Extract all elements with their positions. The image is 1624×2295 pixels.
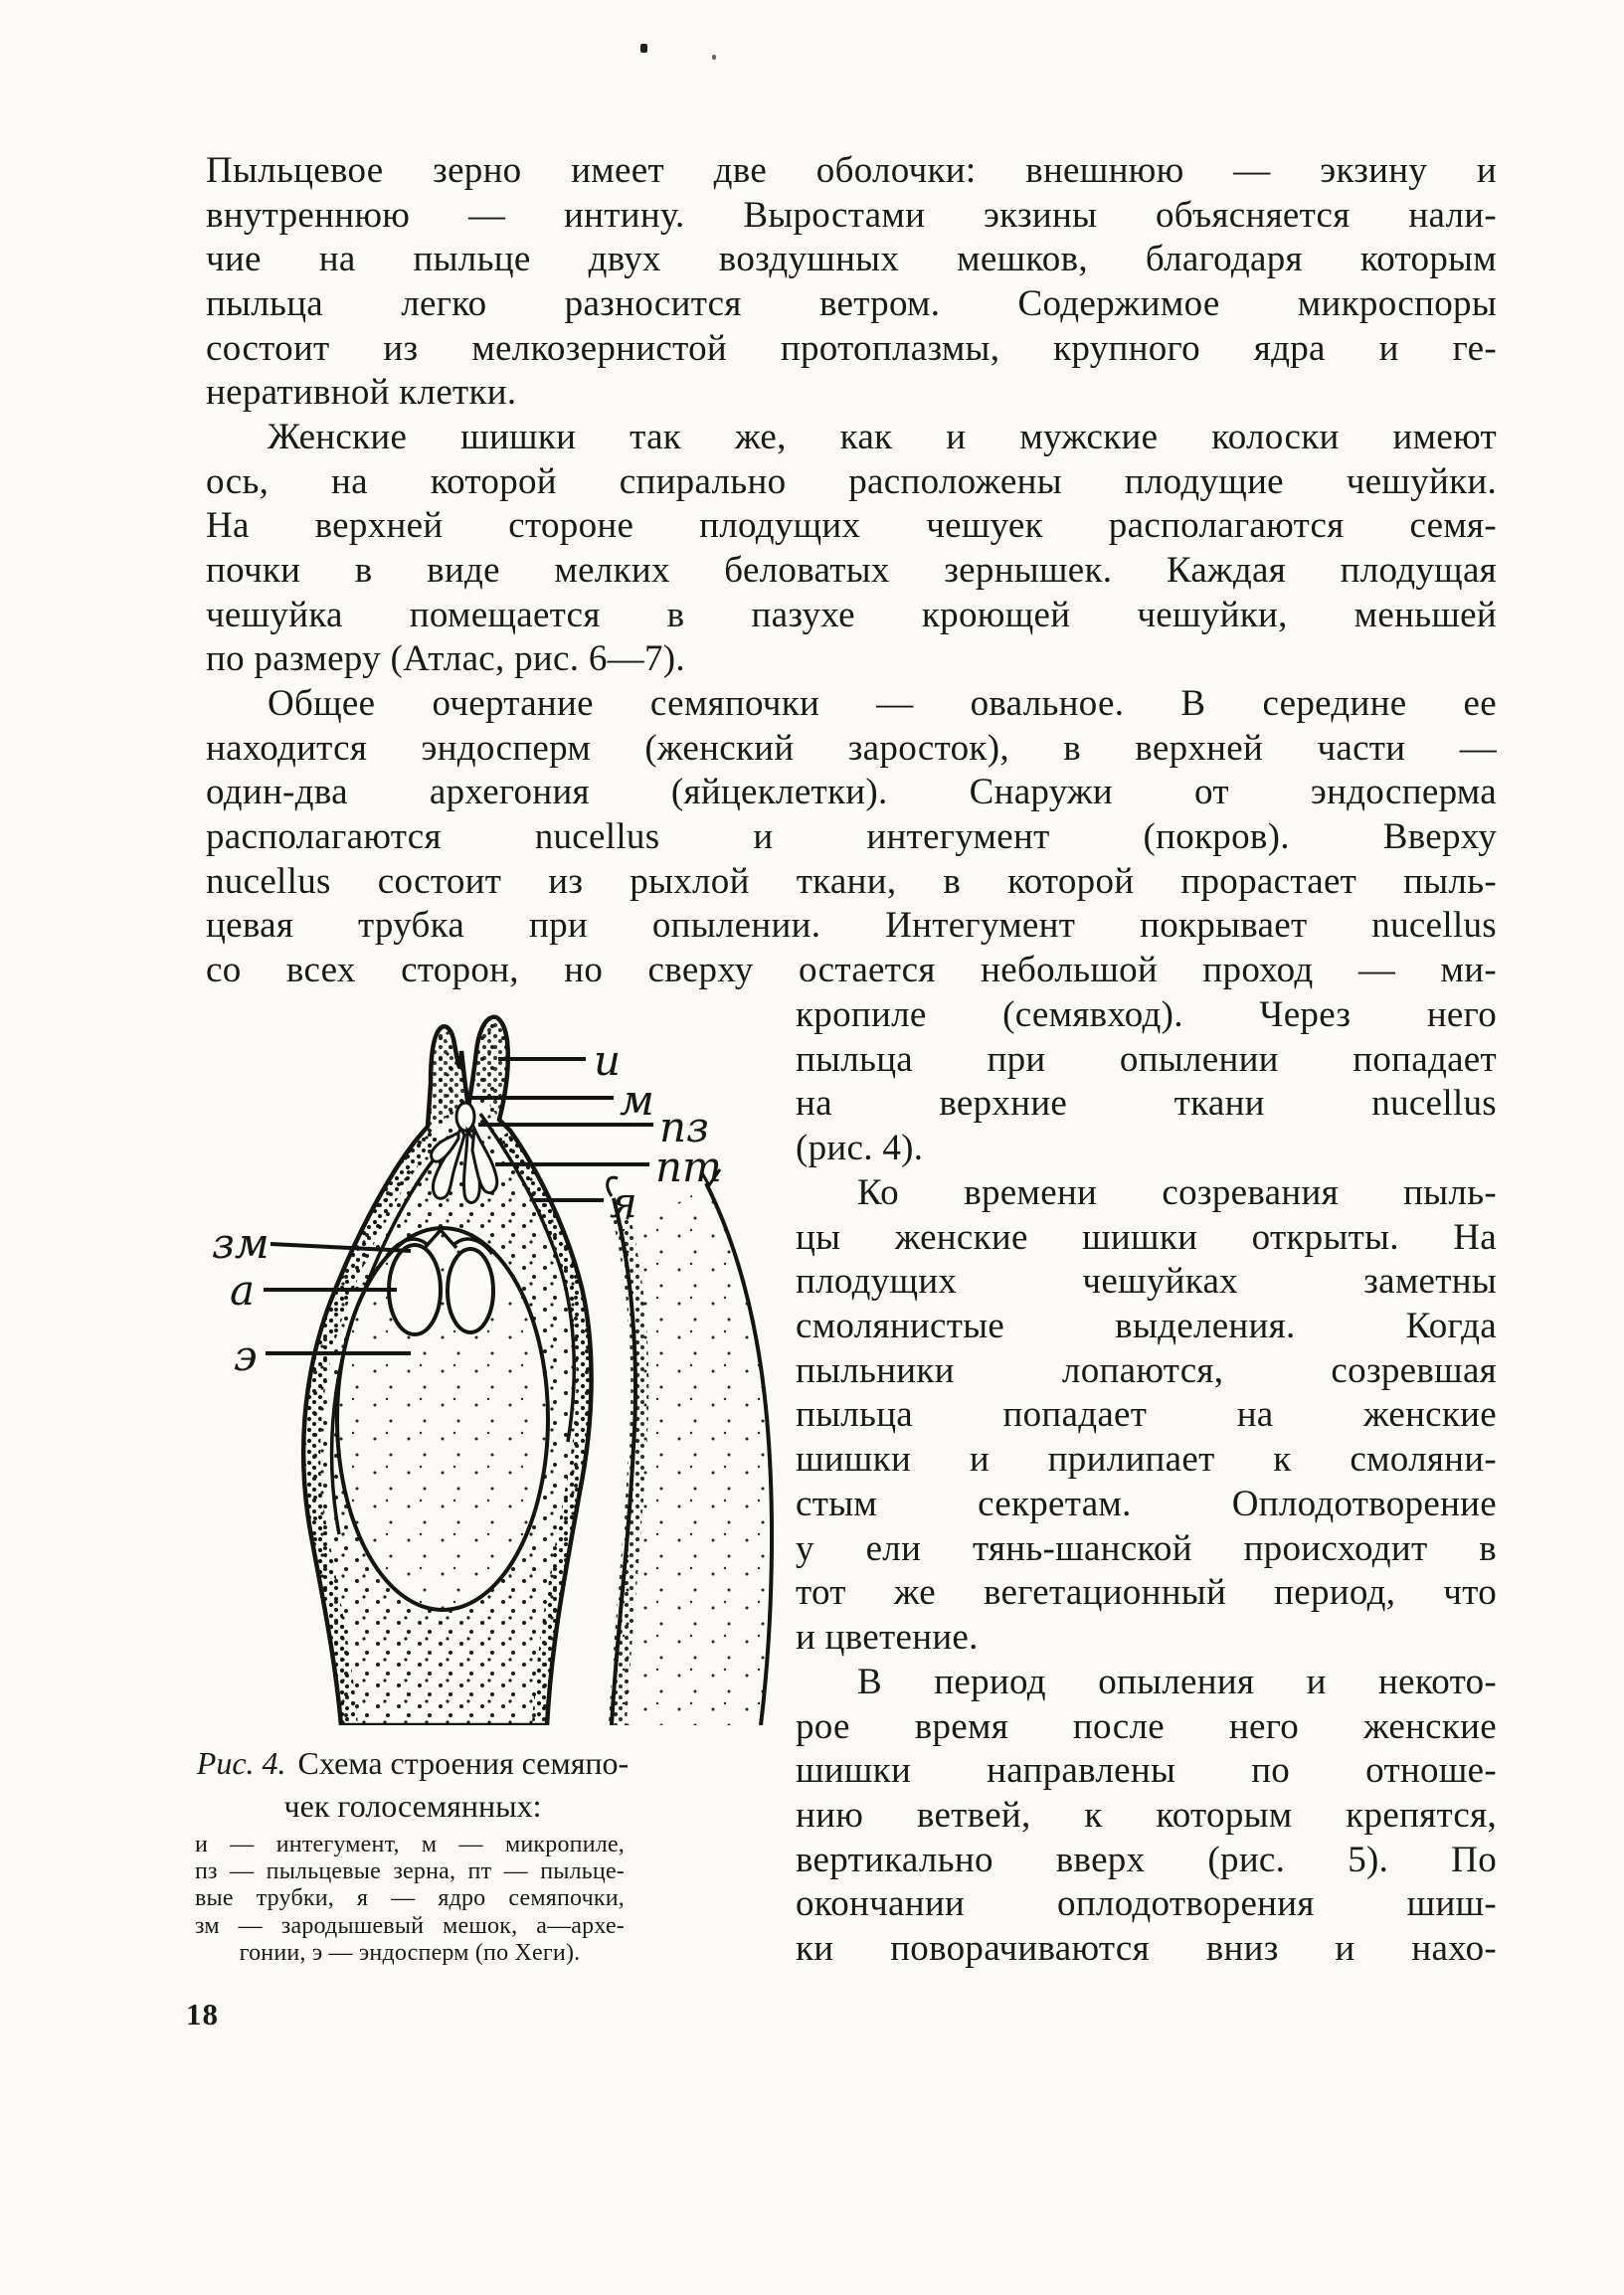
- paragraph-female-cones-line: почки в виде мелких беловатых зернышек. Каждая плодущая: [206, 550, 1497, 592]
- paragraph-pollen-ripening-line: стым секретам. Оплодотворение: [796, 1483, 1497, 1524]
- figure-legend-line: и — интегумент, м — микропиле,: [195, 1832, 625, 1857]
- paragraph-pollen-grain: [206, 149, 1497, 416]
- figure-4-ovule-diagram: [164, 989, 806, 1725]
- paragraph-ovule-structure: [206, 682, 1497, 993]
- figure-label-integument: и: [594, 1036, 622, 1085]
- figure-label-embryo-sac: зм: [212, 1219, 270, 1268]
- paragraph-pollen-ripening-line: пыльники лопаются, созревшая: [796, 1349, 1497, 1391]
- paragraph-ovule-structure-continued: [796, 993, 1497, 1171]
- paragraph-pollination-period-line: ки поворачиваются вниз и нахо-: [796, 1928, 1497, 1970]
- paragraph-pollen-grain-line: состоит из мелкозернистой протоплазмы, крупного ядра и ге-: [206, 327, 1497, 369]
- paragraph-pollen-grain-line: внутреннюю — интину. Выростами экзины объясняется нали-: [206, 194, 1497, 236]
- paragraph-female-cones: [206, 416, 1497, 682]
- paragraph-pollen-ripening-line: шишки и прилипает к смоляни-: [796, 1439, 1497, 1481]
- figure-number: Рис. 4.: [196, 1745, 286, 1781]
- paragraph-pollen-ripening-line: смолянистые выделения. Когда: [796, 1306, 1497, 1347]
- paragraph-ovule-structure-continued-line: пыльца при опылении попадает: [796, 1038, 1497, 1080]
- paragraph-pollen-grain-line: Пыльцевое зерно имеет две оболочки: внешнюю — экзину и: [206, 150, 1497, 191]
- paragraph-ovule-structure-line: nucellus состоит из рыхлой ткани, в которой прорастает пыль-: [206, 860, 1497, 902]
- paragraph-female-cones-line: Женские шишки так же, как и мужские колоски имеют: [268, 417, 1497, 457]
- figure-legend-line: зм — зародышевый мешок, а—архе-: [195, 1912, 625, 1939]
- paragraph-pollen-grain-line: пыльца легко разносится ветром. Содержимое микроспоры: [206, 283, 1497, 325]
- figure-label-micropyle: м: [620, 1076, 654, 1125]
- scan-speck: [712, 55, 716, 60]
- archegonium-right: [448, 1249, 493, 1332]
- embryo-sac-stipple: [339, 1230, 546, 1608]
- paragraph-ovule-structure-line: располагаются nucellus и интегумент (покров). Вверху: [206, 816, 1497, 858]
- paragraph-pollination-period-line: шишки направлены по отноше-: [796, 1750, 1497, 1792]
- figure-caption-line1: [149, 1742, 676, 1785]
- paragraph-ovule-structure-continued-line: (рис. 4).: [796, 1128, 924, 1169]
- pollen-grain: [456, 1103, 474, 1131]
- paragraph-pollination-period-line: рое время после него женские: [796, 1705, 1497, 1747]
- paragraph-female-cones-line: по размеру (Атлас, рис. 6—7).: [206, 638, 685, 680]
- paragraph-female-cones-line: На верхней стороне плодущих чешуек располагаются семя-: [206, 505, 1497, 547]
- paragraph-ovule-structure-line: находится эндосперм (женский заросток), в верхней части —: [206, 727, 1497, 769]
- paragraph-pollen-grain-line: неративной клетки.: [206, 372, 517, 414]
- paragraph-ovule-structure-line: Общее очертание семяпочки — овальное. В середине ее: [268, 683, 1497, 724]
- paragraph-pollination-period-line: В период опыления и некото-: [857, 1662, 1497, 1702]
- paragraph-female-cones-line: чешуйка помещается в пазухе кроющей чешуйки, меньшей: [206, 594, 1497, 635]
- figure-caption: [149, 1742, 676, 1828]
- paragraph-pollination-period-line: окончании оплодотворения шиш-: [796, 1883, 1497, 1925]
- paragraph-pollination-period-line: вертикально вверх (рис. 5). По: [796, 1839, 1497, 1880]
- figure-label-archegonia: а: [230, 1266, 256, 1315]
- paragraph-pollination-period: [796, 1661, 1497, 1972]
- paragraph-pollen-ripening: [796, 1171, 1497, 1661]
- figure-legend-line: вые трубки, я — ядро семяпочки,: [195, 1885, 625, 1912]
- figure-caption-line2: чек голосемянных:: [283, 1788, 542, 1824]
- page-number: 18: [186, 1997, 219, 2031]
- paragraph-pollen-ripening-line: тот же вегетационный период, что: [796, 1572, 1497, 1614]
- paragraph-pollen-grain-line: чие на пыльце двух воздушных мешков, благодаря которым: [206, 239, 1497, 280]
- figure-label-endosperm: э: [234, 1331, 258, 1380]
- paragraph-female-cones-line: ось, на которой спирально расположены плодущие чешуйки.: [206, 460, 1497, 502]
- figure-label-pollen-tubes: пт: [655, 1143, 722, 1191]
- paragraph-pollen-ripening-line: и цветение.: [796, 1616, 979, 1658]
- paragraph-pollen-ripening-line: у ели тянь-шанской происходит в: [796, 1527, 1497, 1569]
- figure-legend-line: гонии, э — эндосперм (по Хеги).: [239, 1939, 581, 1966]
- paragraph-pollen-ripening-line: пыльца попадает на женские: [796, 1394, 1497, 1436]
- figure-label-pollen-grains: пз: [659, 1103, 709, 1151]
- paragraph-pollen-ripening-line: Ко времени созревания пыль-: [857, 1172, 1497, 1213]
- figure-label-nucleus: я: [610, 1178, 637, 1227]
- paragraph-ovule-structure-continued-line: на верхние ткани nucellus: [796, 1083, 1497, 1125]
- paragraph-ovule-structure-continued-line: кропиле (семявход). Через него: [796, 994, 1497, 1035]
- paragraph-pollination-period-line: нию ветвей, к которым крепятся,: [796, 1795, 1497, 1837]
- figure-legend-line: пз — пыльцевые зерна, пт — пыльце-: [195, 1858, 625, 1885]
- paragraph-ovule-structure-line: со всех сторон, но сверху остается небольшой проход — ми-: [206, 950, 1497, 991]
- scan-speck: [640, 44, 647, 53]
- paragraph-pollen-ripening-line: плодущих чешуйках заметны: [796, 1261, 1497, 1303]
- figure-caption-text: Схема строения семяпо-: [297, 1745, 630, 1781]
- paragraph-ovule-structure-line: цевая трубка при опылении. Интегумент покрывает nucellus: [206, 905, 1497, 947]
- paragraph-pollen-ripening-line: цы женские шишки открыты. На: [796, 1216, 1497, 1258]
- paragraph-ovule-structure-line: один-два архегония (яйцеклетки). Снаружи от эндосперма: [206, 772, 1497, 813]
- figure-legend: [195, 1832, 625, 1967]
